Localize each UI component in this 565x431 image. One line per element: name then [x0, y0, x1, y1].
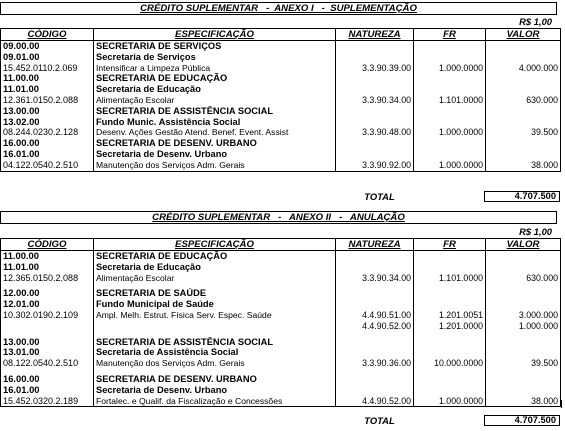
col-spec-header: ESPECIFICAÇÃO: [94, 29, 336, 41]
nature-cell: [336, 117, 414, 128]
table-row: [1, 160, 561, 171]
nature-cell: 3.3.90.48.00: [336, 127, 414, 138]
table-section-row: [1, 385, 561, 396]
code-cell: 15.452.0320.2.189: [1, 396, 94, 407]
fr-cell: [414, 84, 486, 95]
table-section-row: [1, 84, 561, 95]
nature-cell: 3.3.90.92.00: [336, 160, 414, 171]
table-section-row: [1, 337, 561, 348]
spec-cell: SECRETARIA DE EDUCAÇÃO: [94, 251, 336, 262]
fr-cell: [414, 299, 486, 310]
table-row: [1, 273, 561, 284]
table-section-row: [1, 149, 561, 160]
value-cell: [486, 138, 561, 149]
table-row: [1, 95, 561, 106]
spec-cell: Fundo Municipal de Saúde: [94, 299, 336, 310]
annex1-total-label: TOTAL: [364, 191, 395, 202]
fr-cell: [414, 251, 486, 262]
value-cell: [486, 84, 561, 95]
annex2-total-value: 4.707.500: [484, 415, 560, 426]
col-fr-header: FR: [414, 29, 486, 41]
code-cell: 16.01.00: [1, 385, 94, 396]
nature-cell: [336, 299, 414, 310]
annex1-title: CRÉDITO SUPLEMENTAR - ANEXO I - SUPLEMENTAÇÃO: [0, 2, 557, 15]
spec-cell: SECRETARIA DE EDUCAÇÃO: [94, 73, 336, 84]
annex2-total-label: TOTAL: [364, 415, 395, 426]
col-fr-header: FR: [414, 239, 486, 251]
spec-cell: Alimentação Escolar: [94, 95, 336, 106]
nature-cell: 4.4.90.51.00: [336, 310, 414, 321]
annex2-total-row: [0, 415, 560, 427]
nature-cell: [336, 251, 414, 262]
fr-cell: [414, 149, 486, 160]
value-cell: [486, 117, 561, 128]
fr-cell: [414, 73, 486, 84]
code-cell: 08.122.0540.2.510: [1, 358, 94, 369]
spec-cell: Alimentação Escolar: [94, 273, 336, 284]
code-cell: 13.01.00: [1, 347, 94, 358]
code-cell: 09.01.00: [1, 52, 94, 63]
fr-cell: 1.101.0000: [414, 95, 486, 106]
fr-cell: [414, 52, 486, 63]
spec-cell: Secretaria de Assistência Social: [94, 347, 336, 358]
nature-cell: [336, 385, 414, 396]
annex1-total-value: 4.707.500: [484, 191, 560, 202]
value-cell: [486, 149, 561, 160]
table-row: [1, 396, 561, 407]
code-cell: 11.01.00: [1, 262, 94, 273]
fr-cell: 1.000.0000: [414, 396, 486, 407]
value-cell: 39.500: [486, 358, 561, 369]
code-cell: 13.02.00: [1, 117, 94, 128]
spec-cell: [94, 321, 336, 332]
code-cell: 13.00.00: [1, 106, 94, 117]
table-section-row: [1, 73, 561, 84]
col-nature-header: NATUREZA: [336, 29, 414, 41]
value-cell: [486, 347, 561, 358]
col-code-header: CÓDIGO: [1, 239, 94, 251]
nature-cell: 3.3.90.34.00: [336, 95, 414, 106]
fr-cell: 1.000.0000: [414, 127, 486, 138]
code-cell: 08.244.0230.2.128: [1, 127, 94, 138]
table-section-row: [1, 41, 561, 52]
fr-cell: [414, 138, 486, 149]
spec-cell: Secretaria de Serviços: [94, 52, 336, 63]
nature-cell: [336, 106, 414, 117]
nature-cell: [336, 52, 414, 63]
code-cell: 11.00.00: [1, 251, 94, 262]
nature-cell: [336, 149, 414, 160]
nature-cell: [336, 347, 414, 358]
table-section-row: [1, 52, 561, 63]
value-cell: 38.000: [486, 396, 561, 407]
spec-cell: SECRETARIA DE ASSISTÊNCIA SOCIAL: [94, 337, 336, 348]
fr-cell: [414, 337, 486, 348]
fr-cell: [414, 106, 486, 117]
spec-cell: Secretaria de Desenv. Urbano: [94, 149, 336, 160]
table-section-row: [1, 138, 561, 149]
spec-cell: Intensificar a Limpeza Pública: [94, 63, 336, 74]
nature-cell: 4.4.90.52.00: [336, 321, 414, 332]
nature-cell: [336, 138, 414, 149]
code-cell: 15.452.0110.2.069: [1, 63, 94, 74]
annex1-table: [0, 28, 561, 172]
spec-cell: Desenv. Ações Gestão Atend. Benef. Event. Assist: [94, 127, 336, 138]
spec-cell: SECRETARIA DE SAÚDE: [94, 288, 336, 299]
nature-cell: [336, 84, 414, 95]
fr-cell: [414, 385, 486, 396]
table-section-row: [1, 251, 561, 262]
code-cell: [1, 321, 94, 332]
value-cell: [486, 52, 561, 63]
value-cell: 38.000: [486, 160, 561, 171]
code-cell: 11.01.00: [1, 84, 94, 95]
spec-cell: Manutenção dos Serviços Adm. Gerais: [94, 160, 336, 171]
spec-cell: Fortalec. e Qualif. da Fiscalização e Concessões: [94, 396, 336, 407]
value-cell: [486, 374, 561, 385]
table-section-row: [1, 117, 561, 128]
value-cell: [486, 41, 561, 52]
annex1-currency-row: [0, 16, 560, 28]
fr-cell: 1.101.0000: [414, 273, 486, 284]
value-cell: [486, 106, 561, 117]
value-cell: [486, 251, 561, 262]
code-cell: 11.00.00: [1, 73, 94, 84]
code-cell: 04.122.0540.2.510: [1, 160, 94, 171]
spec-cell: Ampl. Melh. Estrut. Física Serv. Espec. Saúde: [94, 310, 336, 321]
fr-cell: [414, 41, 486, 52]
table-row: [1, 321, 561, 332]
nature-cell: 3.3.90.34.00: [336, 273, 414, 284]
spec-cell: Manutenção dos Serviços Adm. Gerais: [94, 358, 336, 369]
fr-cell: 1.000.0000: [414, 63, 486, 74]
col-code-header: CÓDIGO: [1, 29, 94, 41]
code-cell: 12.00.00: [1, 288, 94, 299]
nature-cell: [336, 41, 414, 52]
spec-cell: SECRETARIA DE ASSISTÊNCIA SOCIAL: [94, 106, 336, 117]
annex1-currency: R$ 1,00: [519, 16, 552, 27]
fr-cell: 1.201.0000: [414, 321, 486, 332]
table-row: [1, 127, 561, 138]
code-cell: 16.00.00: [1, 138, 94, 149]
spec-cell: Secretaria de Educação: [94, 84, 336, 95]
value-cell: 630.000: [486, 273, 561, 284]
spec-cell: Fundo Munic. Assistência Social: [94, 117, 336, 128]
value-cell: 4.000.000: [486, 63, 561, 74]
spec-cell: Secretaria de Desenv. Urbano: [94, 385, 336, 396]
nature-cell: [336, 374, 414, 385]
fr-cell: [414, 262, 486, 273]
nature-cell: [336, 262, 414, 273]
annex2-currency-row: [0, 226, 560, 238]
fr-cell: [414, 117, 486, 128]
fr-cell: [414, 288, 486, 299]
annex2-currency: R$ 1,00: [519, 226, 552, 237]
table-section-row: [1, 347, 561, 358]
code-cell: 12.01.00: [1, 299, 94, 310]
code-cell: 09.00.00: [1, 41, 94, 52]
value-cell: [486, 299, 561, 310]
fr-cell: [414, 347, 486, 358]
nature-cell: 3.3.90.36.00: [336, 358, 414, 369]
col-value-header: VALOR: [486, 239, 561, 251]
nature-cell: 3.3.90.39.00: [336, 63, 414, 74]
annex2-body: [1, 251, 561, 407]
value-cell: 630.000: [486, 95, 561, 106]
col-nature-header: NATUREZA: [336, 239, 414, 251]
col-value-header: VALOR: [486, 29, 561, 41]
value-cell: [486, 73, 561, 84]
annex2-header-row: [1, 239, 561, 251]
code-cell: 10.302.0190.2.109: [1, 310, 94, 321]
annex2-title: CRÉDITO SUPLEMENTAR - ANEXO II - ANULAÇÃO: [0, 211, 557, 224]
annex1-body: [1, 41, 561, 172]
margin-mark: [561, 400, 563, 408]
annex1-header-row: [1, 29, 561, 41]
code-cell: 16.00.00: [1, 374, 94, 385]
table-row: [1, 358, 561, 369]
value-cell: [486, 385, 561, 396]
annex1-total-row: [0, 191, 560, 203]
col-spec-header: ESPECIFICAÇÃO: [94, 239, 336, 251]
value-cell: 1.000.000: [486, 321, 561, 332]
code-cell: 16.01.00: [1, 149, 94, 160]
spec-cell: Secretaria de Educação: [94, 262, 336, 273]
fr-cell: 1.201.0051: [414, 310, 486, 321]
table-row: [1, 310, 561, 321]
nature-cell: 4.4.90.52.00: [336, 396, 414, 407]
nature-cell: [336, 288, 414, 299]
nature-cell: [336, 337, 414, 348]
nature-cell: [336, 73, 414, 84]
fr-cell: 1.000.0000: [414, 160, 486, 171]
table-section-row: [1, 262, 561, 273]
fr-cell: 10.000.0000: [414, 358, 486, 369]
table-section-row: [1, 106, 561, 117]
code-cell: 12.365.0150.2.088: [1, 273, 94, 284]
value-cell: [486, 288, 561, 299]
table-section-row: [1, 288, 561, 299]
spec-cell: SECRETARIA DE SERVIÇOS: [94, 41, 336, 52]
value-cell: 39.500: [486, 127, 561, 138]
annex2-table: [0, 238, 561, 407]
value-cell: 3.000.000: [486, 310, 561, 321]
value-cell: [486, 337, 561, 348]
code-cell: 13.00.00: [1, 337, 94, 348]
code-cell: 12.361.0150.2.088: [1, 95, 94, 106]
value-cell: [486, 262, 561, 273]
table-section-row: [1, 299, 561, 310]
table-section-row: [1, 374, 561, 385]
spec-cell: SECRETARIA DE DESENV. URBANO: [94, 138, 336, 149]
spec-cell: SECRETARIA DE DESENV. URBANO: [94, 374, 336, 385]
fr-cell: [414, 374, 486, 385]
table-row: [1, 63, 561, 74]
